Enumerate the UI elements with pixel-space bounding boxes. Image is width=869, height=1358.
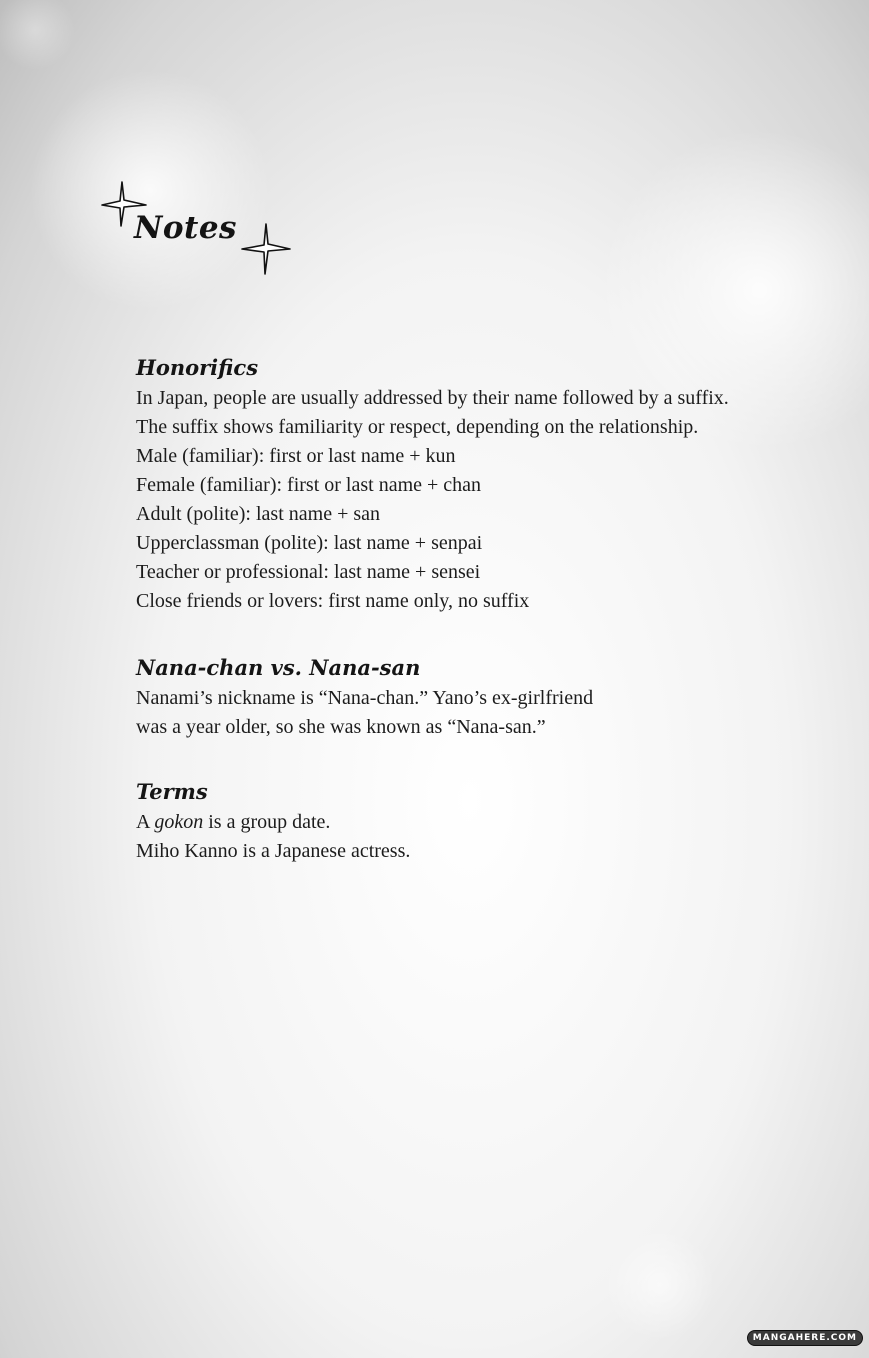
- honorifics-line: Close friends or lovers: first name only, no suffix: [136, 590, 530, 612]
- watermark-logo: MANGAHERE.COM: [747, 1330, 863, 1346]
- page-title: Notes: [134, 210, 238, 246]
- terms-heading: Terms: [136, 779, 208, 804]
- terms-line-gokon: [136, 808, 836, 837]
- honorifics-line: In Japan, people are usually addressed by their name followed by a suffix.: [136, 387, 729, 409]
- honorifics-line: Upperclassman (polite): last name + senpai: [136, 532, 483, 554]
- terms-suffix: is a group date.: [203, 811, 331, 833]
- honorifics-line: Female (familiar): first or last name + chan: [136, 474, 482, 496]
- nana-heading: Nana-chan vs. Nana-san: [136, 655, 421, 680]
- nana-line: Nanami’s nickname is “Nana-chan.” Yano’s ex-girlfriend: [136, 687, 594, 709]
- terms-line-miho: Miho Kanno is a Japanese actress.: [136, 840, 411, 862]
- nana-line: was a year older, so she was known as “Nana-san.”: [136, 716, 546, 738]
- terms-prefix: A: [136, 811, 155, 833]
- honorifics-line: Adult (polite): last name + san: [136, 503, 381, 525]
- honorifics-heading: Honorifics: [136, 355, 259, 380]
- honorifics-line: Male (familiar): first or last name + kun: [136, 445, 456, 467]
- nana-section: [136, 655, 836, 742]
- term-gokon: gokon: [154, 811, 204, 833]
- honorifics-line: The suffix shows familiarity or respect, depending on the relationship.: [136, 416, 699, 438]
- sparkle-icon-right: [240, 222, 294, 276]
- honorifics-section: [136, 355, 836, 616]
- honorifics-line: Teacher or professional: last name + sensei: [136, 561, 481, 583]
- terms-section: [136, 779, 836, 866]
